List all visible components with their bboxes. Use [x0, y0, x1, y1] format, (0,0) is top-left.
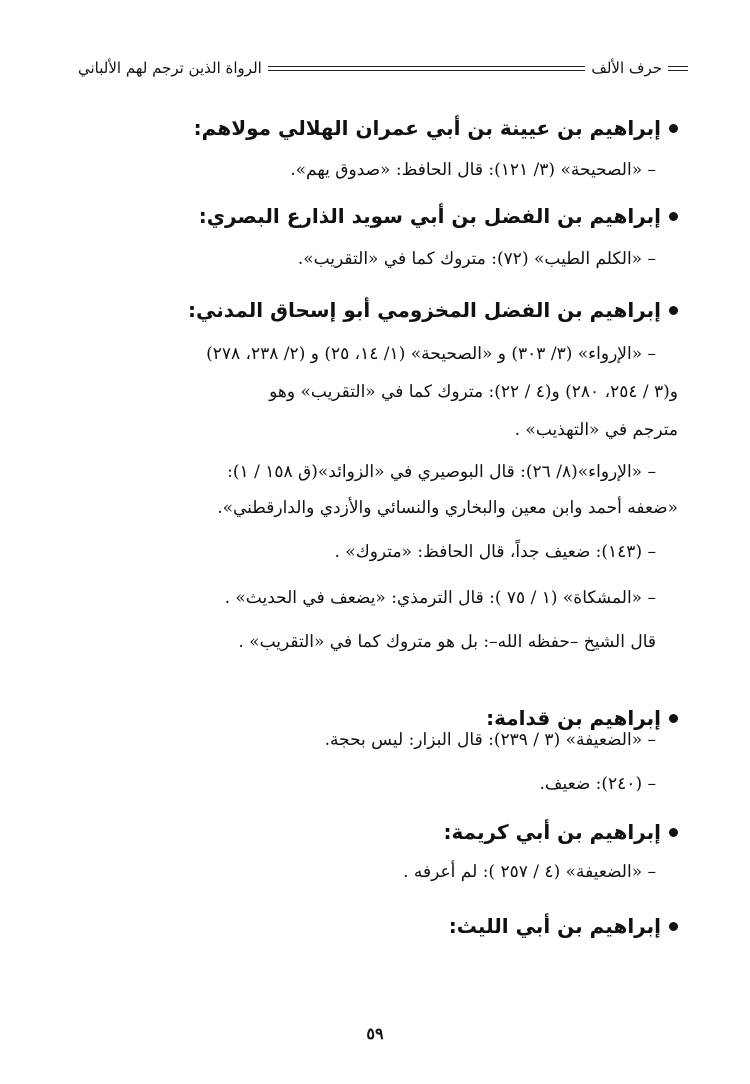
entry-heading [72, 116, 678, 140]
entry-heading [72, 298, 678, 322]
narrator-name: إبراهيم بن أبي كريمة: [443, 820, 661, 844]
entry-2 [72, 204, 678, 269]
citation-line: – «الإرواء»(٨/ ٢٦): قال البوصيري في «الزوائد»(ق ١٥٨ / ١): [227, 462, 656, 482]
citation-line: قال الشيخ –حفظه الله–: بل هو متروك كما في «التقريب» . [238, 632, 656, 652]
citation-line: – «الكلم الطيب» (٧٢): متروك كما في «التقريب». [297, 249, 656, 269]
citation-line: – «الصحيحة» (٣/ ١٢١): قال الحافظ: «صدوق يهم». [290, 160, 656, 180]
header-rule-right [668, 66, 688, 71]
citation-line: – (١٤٣): ضعيف جداً، قال الحافظ: «متروك» . [334, 542, 656, 562]
narrator-name: إبراهيم بن الفضل بن أبي سويد الذارع البصري: [198, 204, 661, 228]
entry-heading [72, 820, 678, 844]
citation-line: – «الضعيفة» (٣ / ٢٣٩): قال البزار: ليس بحجة. [324, 730, 656, 750]
entry-heading [72, 706, 678, 730]
header-rule-middle [268, 66, 586, 71]
citation-line: مترجم في «التهذيب» . [514, 420, 678, 440]
citation-line: – (٢٤٠): ضعيف. [539, 774, 656, 794]
narrator-name: إبراهيم بن عيينة بن أبي عمران الهلالي مولاهم: [193, 116, 661, 140]
citation-line: «ضعفه أحمد وابن معين والبخاري والنسائي والأزدي والدارقطني». [217, 498, 678, 518]
bullet-icon [669, 212, 678, 221]
entry-4 [72, 706, 678, 794]
page-number: ٥٩ [366, 1024, 384, 1043]
citation-line: و(٣ / ٢٥٤، ٢٨٠) و(٤ / ٢٢): متروك كما في «التقريب» وهو [269, 382, 678, 402]
entry-heading [72, 914, 678, 938]
entry-3 [72, 298, 678, 652]
entry-heading [72, 204, 678, 228]
header-book-title: الرواة الذين ترجم لهم الألباني [78, 59, 262, 77]
narrator-name: إبراهيم بن الفضل المخزومي أبو إسحاق المدني: [188, 298, 661, 322]
header-chapter: حرف الألف [591, 59, 662, 77]
bullet-icon [669, 306, 678, 315]
entry-6 [72, 914, 678, 938]
entry-5 [72, 820, 678, 882]
bullet-icon [669, 124, 678, 133]
citation-line: – «الضعيفة» (٤ / ٢٥٧ ): لم أعرفه . [403, 862, 656, 882]
bullet-icon [669, 922, 678, 931]
entry-1 [72, 116, 678, 180]
narrator-name: إبراهيم بن أبي الليث: [448, 914, 661, 938]
bullet-icon [669, 714, 678, 723]
running-header [72, 54, 688, 82]
citation-line: – «المشكاة» (١ / ٧٥ ): قال الترمذي: «يضعف في الحديث» . [224, 588, 656, 608]
narrator-name: إبراهيم بن قدامة: [486, 706, 661, 730]
bullet-icon [669, 828, 678, 837]
citation-line: – «الإرواء» (٣/ ٣٠٣) و «الصحيحة» (١/ ١٤، ٢٥) و (٢/ ٢٣٨، ٢٧٨) [206, 344, 656, 364]
